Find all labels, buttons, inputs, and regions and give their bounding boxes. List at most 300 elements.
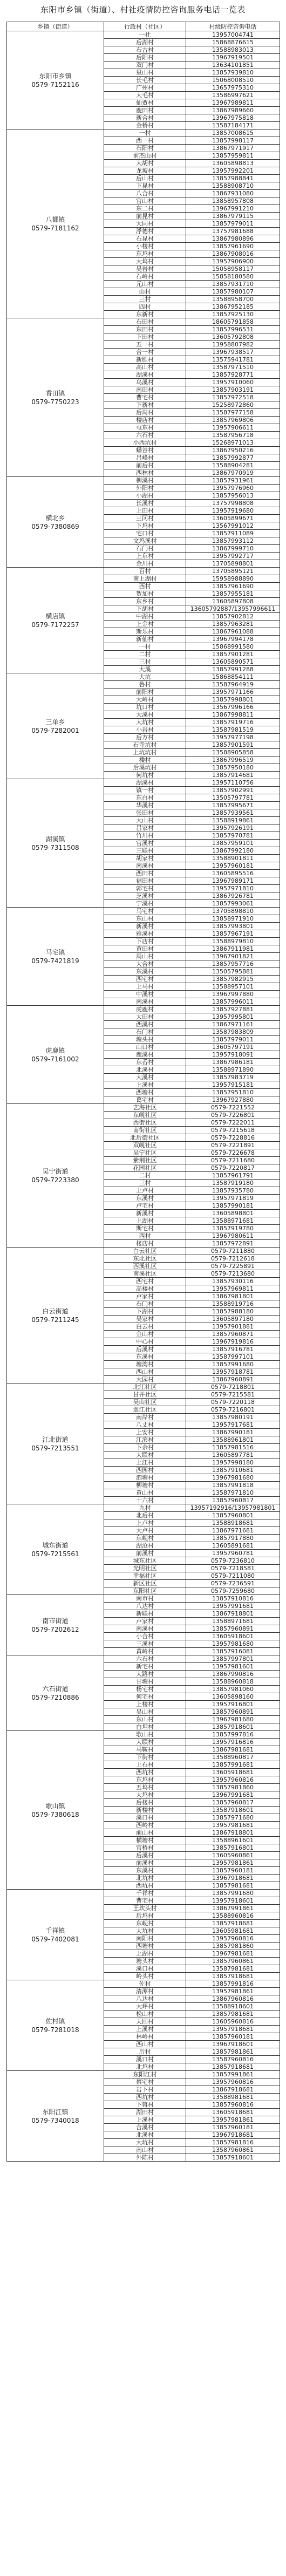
village-phone: 13605797191 — [186, 1044, 280, 1051]
village-name: 石门村 — [104, 1028, 186, 1036]
village-name: 紫荆社区 — [104, 1157, 186, 1164]
village-name: 六石村 — [104, 1655, 186, 1663]
village-phone: 0579-7226801 — [186, 1112, 280, 1119]
village-name: 三村 — [104, 296, 186, 303]
table-row — [7, 1731, 280, 1739]
village-phone: 13867971161 — [186, 1021, 280, 1028]
village-phone: 13867961088 — [186, 628, 280, 636]
village-name: 大溪 — [104, 666, 186, 673]
village-phone: 13967980611 — [186, 1232, 280, 1240]
village-phone: 0579-7221891 — [186, 1142, 280, 1149]
village-name: 仙贾村 — [104, 99, 186, 107]
village-name: 楼村 — [104, 757, 186, 764]
village-name: 东田村 — [104, 326, 186, 333]
village-phone: 13588919861 — [186, 817, 280, 824]
village-name: 上坑坑村 — [104, 749, 186, 757]
village-phone: 13967919816 — [186, 1338, 280, 1346]
town-cell — [7, 318, 104, 477]
village-phone: 0579-7222011 — [186, 1119, 280, 1127]
village-phone: 0579-7215581 — [186, 1391, 280, 1399]
village-phone: 13857918681 — [186, 1920, 280, 1927]
village-phone: 13857960817 — [186, 1497, 280, 1504]
town-phone: 0579-7161002 — [31, 1055, 79, 1063]
town-name: 南市街道 — [42, 1617, 69, 1625]
village-name: 前山村 — [104, 1829, 186, 1837]
village-phone: 13957981861 — [186, 1859, 280, 1867]
village-phone: 13957919680 — [186, 507, 280, 515]
village-phone: 13857916801 — [186, 1844, 280, 1852]
village-phone: 13705898801 — [186, 560, 280, 568]
village-phone: 13857995671 — [186, 802, 280, 809]
village-name: 雅溪村 — [104, 930, 186, 938]
village-name: 上卢村 — [104, 1187, 186, 1195]
village-phone: 13857931961 — [186, 477, 280, 485]
village-name: 屯东村 — [104, 424, 186, 432]
village-name: 胡家村 — [104, 855, 186, 862]
village-name: 金桥村 — [104, 122, 186, 130]
village-name: 后阳村 — [104, 54, 186, 62]
village-phone: 13857997816 — [186, 1731, 280, 1739]
village-phone: 13857967191 — [186, 930, 280, 938]
table-row — [7, 1384, 280, 1391]
village-name: 大溪村 — [104, 1074, 186, 1081]
village-phone: 13957916801 — [186, 1701, 280, 1708]
village-phone: 13588904281 — [186, 462, 280, 469]
village-phone: 13867981681 — [186, 1746, 280, 1754]
village-phone: 18605791858 — [186, 318, 280, 326]
village-phone: 13587983809 — [186, 1028, 280, 1036]
village-phone: 13957918681 — [186, 2026, 280, 2033]
village-phone: 13588918601 — [186, 2003, 280, 2011]
table-row — [7, 130, 280, 137]
village-name: 芝溪村 — [104, 892, 186, 900]
village-name: 山口村 — [104, 1044, 186, 1051]
village-name: 鹿田村 — [104, 107, 186, 114]
village-phone: 13857980191 — [186, 1414, 280, 1421]
village-name: 白云社区 — [104, 1248, 186, 1255]
village-name: 楼店村 — [104, 417, 186, 424]
village-phone: 13967981680 — [186, 1474, 280, 1482]
village-name: 白云村 — [104, 1323, 186, 1331]
village-phone: 0579-7211680 — [186, 1157, 280, 1164]
town-cell — [7, 1595, 104, 1655]
village-phone: 13857990181 — [186, 1202, 280, 1210]
village-phone: 13857902812 — [186, 613, 280, 621]
village-name: 东溪村 — [104, 1195, 186, 1202]
column-header-town: 乡镇（街道） — [7, 22, 104, 31]
village-name: 甘塘村 — [104, 1678, 186, 1686]
village-name: 北后街社区 — [104, 1134, 186, 1142]
village-phone: 13867980896 — [186, 235, 280, 243]
village-phone: 13605918601 — [186, 1633, 280, 1640]
town-cell — [7, 31, 104, 130]
village-name: 南市村 — [104, 1595, 186, 1603]
village-name: 宁溪村 — [104, 900, 186, 908]
town-phone: 0579-7202612 — [31, 1625, 79, 1633]
village-phone: 13867970919 — [186, 469, 280, 477]
village-phone: 13605897781 — [186, 1451, 280, 1459]
village-name: 西宅村 — [104, 976, 186, 983]
village-name: 乌溪村 — [104, 379, 186, 386]
village-name: 西山村 — [104, 2041, 186, 2048]
village-name: 东白村 — [104, 794, 186, 802]
village-phone: 13587977158 — [186, 409, 280, 417]
village-phone: 13586997621 — [186, 92, 280, 99]
column-header-village: 行政村（社区） — [104, 22, 186, 31]
village-phone: 13957906611 — [186, 424, 280, 432]
village-name: 大坑村 — [104, 2139, 186, 2146]
village-name: 广州村 — [104, 84, 186, 92]
village-name: 下坞村 — [104, 522, 186, 530]
village-phone: 13867918681 — [186, 2086, 280, 2094]
village-name: 南岸村 — [104, 1414, 186, 1421]
village-name: 西一村 — [104, 137, 186, 145]
village-name: 后坞村 — [104, 1912, 186, 1920]
village-phone: 0579-7216801 — [186, 1406, 280, 1414]
town-cell — [7, 1890, 104, 1980]
village-name: 西岭村 — [104, 1822, 186, 1829]
town-name: 白云街道 — [42, 1307, 69, 1315]
village-name: 新胜村 — [104, 356, 186, 364]
town-phone: 0579-7750223 — [31, 398, 79, 406]
village-name: 八达村 — [104, 1603, 186, 1610]
village-name: 南山村 — [104, 2146, 186, 2154]
village-phone: 13588981681 — [186, 2094, 280, 2101]
village-name: 山村 — [104, 288, 186, 296]
village-name: 吴家村 — [104, 1316, 186, 1323]
village-name: 下胡村 — [104, 605, 186, 613]
table-row — [7, 1595, 280, 1603]
village-phone: 13857972518 — [186, 394, 280, 401]
village-phone: 13588971681 — [186, 1618, 280, 1625]
town-cell — [7, 477, 104, 568]
village-phone: 13857939561 — [186, 809, 280, 817]
table-row — [7, 1980, 280, 1988]
town-phone: 0579-7421819 — [31, 957, 79, 965]
village-name: 艺海社区 — [104, 1104, 186, 1112]
village-name: 溪口村 — [104, 2056, 186, 2063]
village-name: 一村 — [104, 643, 186, 651]
village-phone: 13857981516 — [186, 1444, 280, 1451]
village-phone: 13957960181 — [186, 862, 280, 870]
table-row — [7, 477, 280, 485]
village-phone: 0579-7218581 — [186, 1565, 280, 1572]
town-cell — [7, 1980, 104, 2071]
village-name: 上石村 — [104, 1761, 186, 1769]
village-name: 南阳村 — [104, 1935, 186, 1943]
village-name: 上金村 — [104, 621, 186, 628]
village-phone: 13967994178 — [186, 636, 280, 643]
village-name: 大园村 — [104, 1376, 186, 1384]
village-name: 五坞村 — [104, 1784, 186, 1791]
village-phone: 13587997101 — [186, 1353, 280, 1361]
village-name: 官山村 — [104, 197, 186, 205]
village-name: 中溪村 — [104, 991, 186, 998]
village-phone: 15058958117 — [186, 265, 280, 273]
village-phone: 13957915181 — [186, 1081, 280, 1089]
village-phone: 13857960817 — [186, 1799, 280, 1807]
village-name: 新宅村 — [104, 1663, 186, 1671]
village-name: 东岘社区 — [104, 1112, 186, 1119]
village-phone: 13857910816 — [186, 1595, 280, 1603]
village-phone: 13867996519 — [186, 757, 280, 764]
town-cell — [7, 779, 104, 908]
village-phone: 13605960816 — [186, 2018, 280, 2026]
village-phone: 13505797781 — [186, 794, 280, 802]
village-phone: 13857981816 — [186, 2139, 280, 2146]
town-cell — [7, 1104, 104, 1248]
village-name: 溪口村 — [104, 1965, 186, 1973]
village-phone: 13957110756 — [186, 779, 280, 787]
village-name: 鲁村 — [104, 681, 186, 689]
table-row — [7, 318, 280, 326]
village-name: 卢宅村 — [104, 1202, 186, 1210]
village-phone: 13867981801 — [186, 1293, 280, 1300]
village-phone: 13588960818 — [186, 1678, 280, 1686]
village-phone: 13588919716 — [186, 1300, 280, 1308]
village-name: 天回村 — [104, 2018, 186, 2026]
village-phone: 13588961801 — [186, 1436, 280, 1444]
town-name: 吴宁街道 — [42, 1167, 69, 1175]
village-phone: 0579-7259680 — [186, 1587, 280, 1595]
village-name: 前阳村 — [104, 689, 186, 696]
village-phone: 13867926781 — [186, 892, 280, 900]
village-name: 三村 — [104, 1180, 186, 1187]
village-name: 下余村 — [104, 1444, 186, 1451]
village-name: 西林村 — [104, 469, 186, 477]
village-name: 石阳村 — [104, 145, 186, 152]
village-phone: 13957960781 — [186, 1550, 280, 1557]
village-name: 大坑村 — [104, 719, 186, 726]
village-name: 中湖村 — [104, 613, 186, 621]
village-name: 溪口村 — [104, 1814, 186, 1822]
town-phone: 0579-7223380 — [31, 1176, 79, 1184]
village-name: 小楼村 — [104, 243, 186, 250]
village-phone: 13867931080 — [186, 190, 280, 197]
village-name: 八合村 — [104, 190, 186, 197]
village-name: 长毛村 — [104, 77, 186, 84]
village-phone: 13588960816 — [186, 1912, 280, 1920]
town-phone: 0579-7181162 — [31, 224, 79, 232]
village-phone: 13857919780 — [186, 1225, 280, 1232]
village-phone: 13857960181 — [186, 2124, 280, 2131]
village-name: 元山村 — [104, 281, 186, 288]
village-phone: 13867918801 — [186, 1610, 280, 1618]
village-name: 里山村 — [104, 69, 186, 77]
town-name: 马宅镇 — [45, 948, 65, 956]
village-phone: 0579-7215618 — [186, 1127, 280, 1134]
village-name: 东溪村 — [104, 1353, 186, 1361]
village-name: 西宅村 — [104, 1278, 186, 1285]
village-name: 上卢村 — [104, 1519, 186, 1527]
village-phone: 13605897180 — [186, 1316, 280, 1323]
village-phone: 13857950180 — [186, 764, 280, 772]
town-name: 东阳江镇 — [42, 2108, 69, 2116]
village-phone: 15258972860 — [186, 401, 280, 409]
town-name: 东阳市乡镇 — [39, 72, 72, 80]
village-phone: 13857970781 — [186, 832, 280, 840]
village-phone: 13588908710 — [186, 182, 280, 190]
village-name: 外阳村 — [104, 485, 186, 492]
village-phone: 13857991680 — [186, 1361, 280, 1368]
village-phone: 13957981681 — [186, 1822, 280, 1829]
town-name: 横店镇 — [45, 612, 65, 620]
village-name: 九村 — [104, 1504, 186, 1512]
village-name: 大合村 — [104, 960, 186, 968]
village-name: 二村 — [104, 1172, 186, 1180]
village-name: 东岘村 — [104, 1920, 186, 1927]
village-phone: 15068008510 — [186, 77, 280, 84]
village-name: 西溪村 — [104, 1021, 186, 1028]
village-phone: 13567996166 — [186, 704, 280, 711]
village-phone: 13605918681 — [186, 2109, 280, 2116]
village-name: 金山村 — [104, 1331, 186, 1338]
village-name: 新区社区 — [104, 1580, 186, 1587]
village-phone: 15868876615 — [186, 39, 280, 46]
village-name: 西园村 — [104, 1467, 186, 1474]
village-name: 何宅村 — [104, 1693, 186, 1701]
village-phone: 13587960816 — [186, 2056, 280, 2063]
village-phone: 13857903191 — [186, 386, 280, 394]
village-name: 后楼村 — [104, 1799, 186, 1807]
village-name: 虎鹿村 — [104, 1006, 186, 1013]
village-name: 前杰山村 — [104, 152, 186, 160]
town-name: 湖溪镇 — [45, 835, 65, 843]
village-phone: 13867989660 — [186, 107, 280, 114]
village-name: 金川村 — [104, 560, 186, 568]
village-phone: 0579-7236810 — [186, 1557, 280, 1565]
village-phone: 13605918681 — [186, 1769, 280, 1776]
village-phone: 13957971810 — [186, 885, 280, 892]
village-name: 小岩村 — [104, 726, 186, 734]
village-name: 下新村 — [104, 401, 186, 409]
town-name: 江北街道 — [42, 1435, 69, 1443]
village-name: 西塘村 — [104, 1089, 186, 1096]
village-phone: 13857969806 — [186, 417, 280, 424]
village-name: 湖溪村 — [104, 779, 186, 787]
village-name: 吴宁社区 — [104, 1149, 186, 1157]
column-header-phone: 村级防控咨询电话 — [186, 22, 280, 31]
village-name: 文坞溪村 — [104, 537, 186, 545]
village-name: 吕峰村 — [104, 454, 186, 462]
table-row — [7, 1655, 280, 1663]
village-phone: 13857960181 — [186, 2033, 280, 2041]
village-name: 大胡村 — [104, 160, 186, 167]
village-phone: 13857960891 — [186, 1708, 280, 1716]
village-name: 大路村 — [104, 1671, 186, 1678]
village-phone: 13857959101 — [186, 840, 280, 847]
table-row — [7, 1248, 280, 1255]
village-name: 幸福社区 — [104, 1572, 186, 1580]
village-name: 后湖村 — [104, 39, 186, 46]
table-row — [7, 908, 280, 915]
village-phone: 13857996011 — [186, 998, 280, 1006]
village-phone: 13857957716 — [186, 960, 280, 968]
town-cell — [7, 1248, 104, 1384]
village-phone: 15868991580 — [186, 643, 280, 651]
village-name: 吴岩村 — [104, 265, 186, 273]
town-name: 三单乡 — [45, 718, 65, 726]
village-phone: 13857981861 — [186, 2048, 280, 2056]
town-phone: 0579-7213551 — [31, 1444, 79, 1452]
village-name: 鹿溪村 — [104, 1051, 186, 1059]
village-name: 东溪村 — [104, 1867, 186, 1875]
village-phone: 13857956013 — [186, 492, 280, 500]
table-row — [7, 1006, 280, 1013]
village-name: 官溪村 — [104, 840, 186, 847]
village-name: 西村 — [104, 583, 186, 590]
village-name: 曹宅村 — [104, 394, 186, 401]
village-name: 光明社区 — [104, 1565, 186, 1572]
village-phone: 13857960181 — [186, 1867, 280, 1875]
village-name: 三联村 — [104, 847, 186, 855]
village-phone: 13588971681 — [186, 1217, 280, 1225]
village-phone: 13587919180 — [186, 1180, 280, 1187]
village-phone: 13957992201 — [186, 167, 280, 175]
village-name: 新楼村 — [104, 1807, 186, 1814]
town-name: 虎鹿镇 — [45, 1046, 65, 1054]
village-name: 大坪村 — [104, 2003, 186, 2011]
village-name: 石门村 — [104, 545, 186, 553]
town-name: 佐村镇 — [45, 2017, 65, 2025]
village-phone: 13957998180 — [186, 1459, 280, 1467]
village-phone: 13957991681 — [186, 1603, 280, 1610]
village-phone: 13587956718 — [186, 432, 280, 439]
village-phone: 13967918681 — [186, 1875, 280, 1882]
village-phone: 13587964919 — [186, 681, 280, 689]
village-name: 湖田村 — [104, 2109, 186, 2116]
village-name: 大毛村 — [104, 92, 186, 99]
village-phone: 13605898813 — [186, 160, 280, 167]
town-phone: 0579-7211245 — [31, 1316, 79, 1324]
village-phone: 13857981860 — [186, 1943, 280, 1950]
village-phone: 13857991816 — [186, 1980, 280, 1988]
village-name: 中心村 — [104, 1338, 186, 1346]
village-name: 华溪村 — [104, 802, 186, 809]
village-name: 上楼村 — [104, 1701, 186, 1708]
village-name: 三村 — [104, 658, 186, 666]
village-name: 湖沧村 — [104, 1542, 186, 1550]
village-phone: 13857960891 — [186, 1625, 280, 1633]
village-name: 北坑村 — [104, 1875, 186, 1882]
village-phone: 13867990181 — [186, 1429, 280, 1436]
village-name: 上田村 — [104, 507, 186, 515]
village-phone: 13857960861 — [186, 1958, 280, 1965]
town-phone: 0579-7380618 — [31, 1810, 79, 1818]
village-phone: 0579-7218801 — [186, 1384, 280, 1391]
village-name: 小西坑村 — [104, 439, 186, 447]
town-name: 千祥镇 — [45, 1926, 65, 1934]
village-phone: 13957901881 — [186, 1323, 280, 1331]
village-phone: 13605898801 — [186, 1210, 280, 1217]
village-name: 西田村 — [104, 870, 186, 877]
village-name: 石岭村 — [104, 273, 186, 281]
village-phone: 13957192916/13957981801 — [186, 1504, 280, 1512]
village-phone: 13857998117 — [186, 137, 280, 145]
town-cell — [7, 908, 104, 1006]
town-name: 八都镇 — [45, 215, 65, 223]
village-name: 龙坡村 — [104, 167, 186, 175]
village-name: 大坑 — [104, 673, 186, 681]
village-phone: 13587184171 — [186, 122, 280, 130]
village-name: 周山村 — [104, 953, 186, 960]
village-name: 石寺坑村 — [104, 741, 186, 749]
village-name: 八达村 — [104, 1995, 186, 2003]
town-phone: 0579-7282001 — [31, 726, 79, 734]
village-phone: 13957926191 — [186, 824, 280, 832]
village-name: 大坑村 — [104, 1927, 186, 1935]
table-row — [7, 779, 280, 787]
